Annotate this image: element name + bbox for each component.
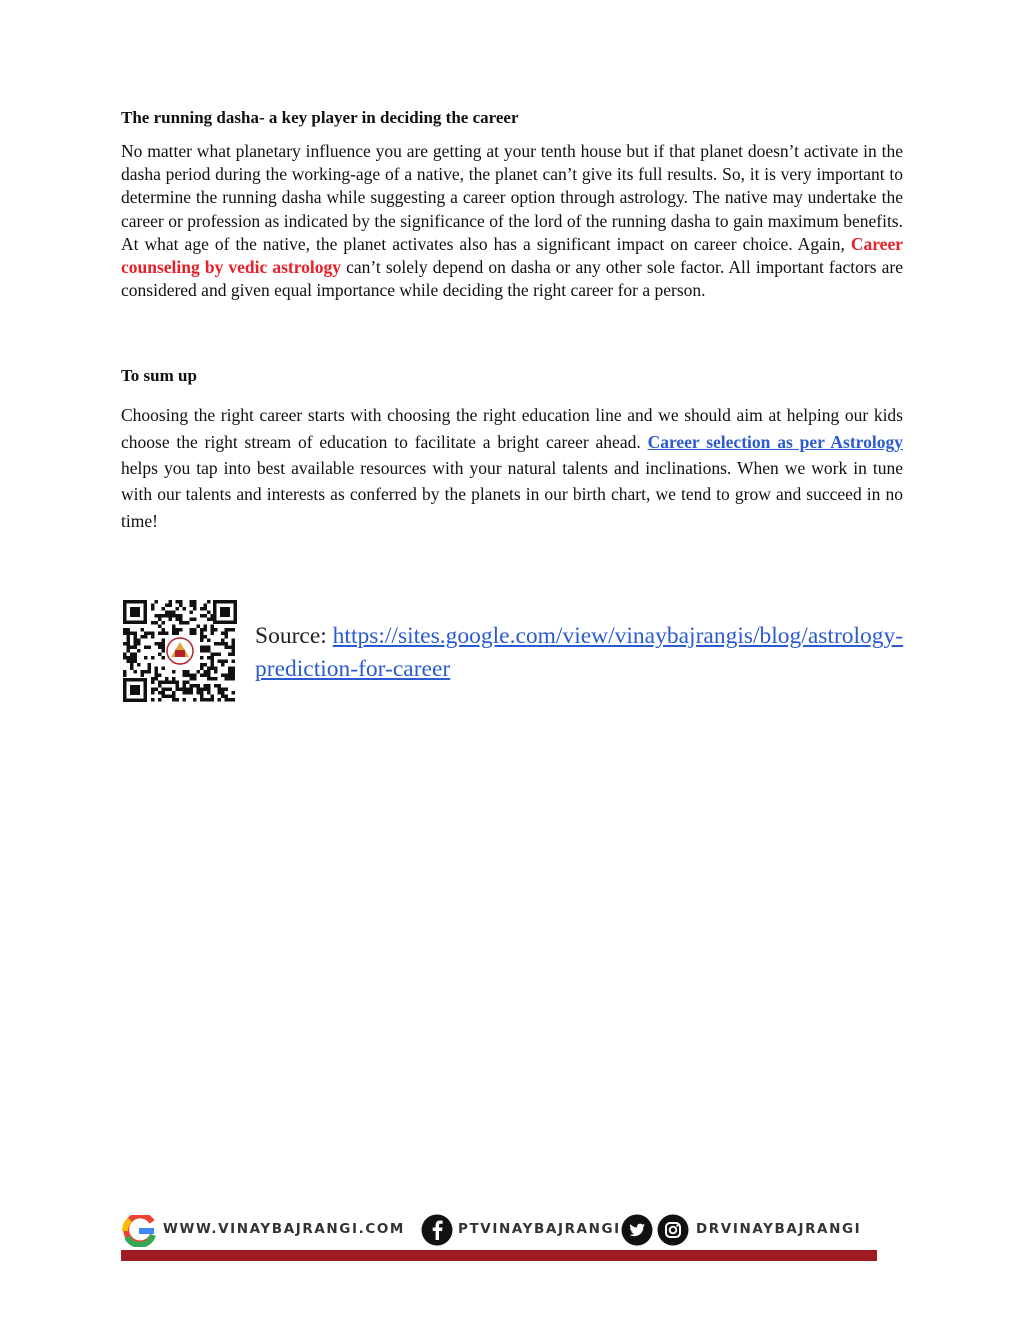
source-text xyxy=(255,620,915,686)
footer-bar xyxy=(121,1250,877,1261)
career-counseling-link[interactable]: Career counseling by vedic astrology xyxy=(121,233,903,278)
career-selection-link[interactable]: Career selection as per Astrology xyxy=(647,431,903,452)
source-block xyxy=(121,600,911,704)
paragraph-text: Choosing the right career starts with choosing the right education line and we should aim at helping our kids choose the right stream of education to facilitate a bright career ahead. xyxy=(121,405,903,452)
footer-website[interactable]: WWW.VINAYBAJRANGI.COM xyxy=(163,1221,405,1237)
section-heading-running-dasha: The running dasha- a key player in deciding the career xyxy=(121,108,519,127)
twitter-icon[interactable] xyxy=(621,1214,653,1246)
paragraph-text: helps you tap into best available resources with your natural talents and inclinations. When we work in tune with our talents and interests as conferred by the planets in our birth chart, we tend to grow and succeed in no time! xyxy=(121,458,903,531)
paragraph-running-dasha xyxy=(121,140,903,302)
document-body xyxy=(121,106,903,534)
paragraph-text: can’t solely depend on dasha or any other sole factor. All important factors are considered and given equal importance while deciding the right career for a person. xyxy=(121,257,903,301)
footer-banner xyxy=(121,1213,877,1263)
source-url-link[interactable]: https://sites.google.com/view/vinaybajrangis/blog/astrology-prediction-for-career xyxy=(255,623,904,682)
source-label: Source: xyxy=(255,623,333,649)
facebook-icon[interactable] xyxy=(421,1214,453,1246)
footer-social[interactable]: DRVINAYBAJRANGI xyxy=(696,1221,862,1237)
paragraph-text: No matter what planetary influence you are getting at your tenth house but if that planet doesn’t activate in the dasha period during the working-age of a native, the planet can’t give its full results. So, it is very important to determine the running dasha while suggesting a career option through astrology. The native may undertake the career or profession as indicated by the significance of the lord of the running dasha to gain maximum benefits. At what age of the native, the planet activates also has a significant impact on career choice. Again, xyxy=(121,141,903,254)
google-icon[interactable] xyxy=(121,1215,157,1247)
footer-facebook[interactable]: PTVINAYBAJRANGI xyxy=(458,1221,621,1237)
footer-row xyxy=(121,1213,877,1247)
paragraph-sum-up xyxy=(121,402,903,533)
qr-code-icon[interactable] xyxy=(123,600,237,702)
instagram-icon[interactable] xyxy=(657,1214,689,1246)
section-heading-sum-up: To sum up xyxy=(121,366,197,386)
